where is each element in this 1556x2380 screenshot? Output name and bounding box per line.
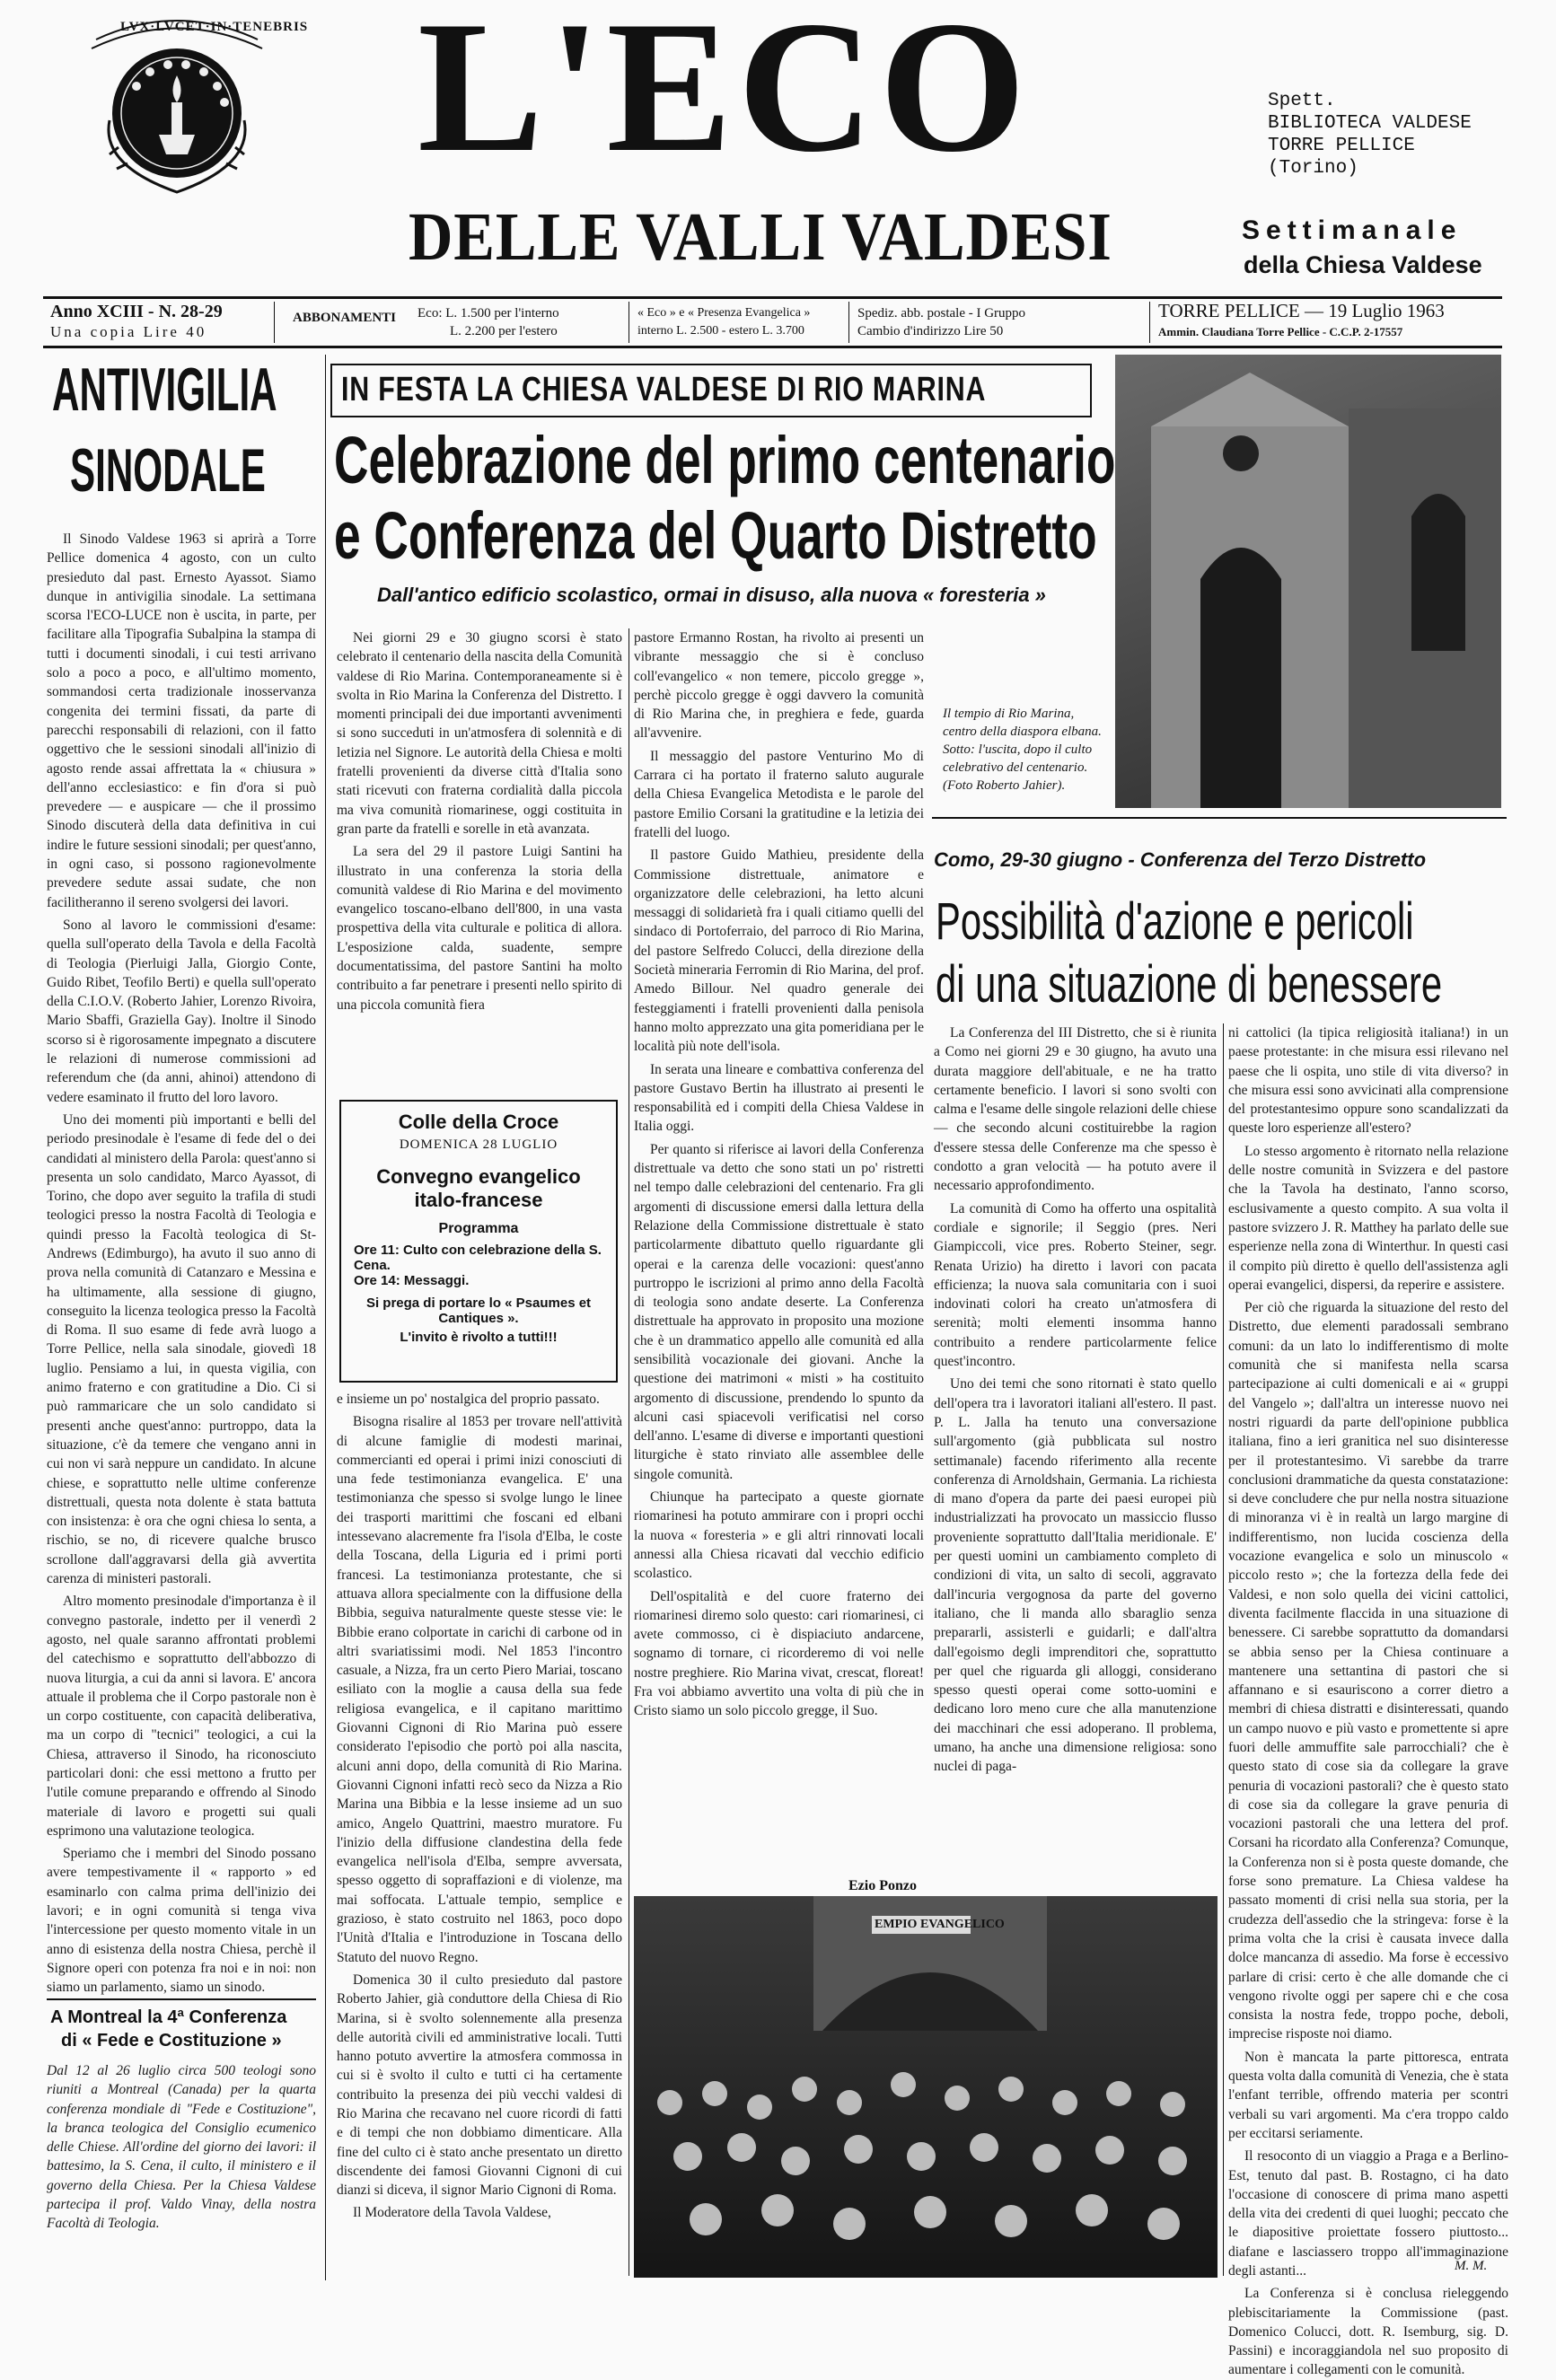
paragraph: Lo stesso argomento è ritornato nella relazione delle nostre comunità in Svizzera e del pastore che la Tavola ha destinato, l'anno scorso, esclusivamente a questo compito. A sua volta il pastore svizzero J. R. Matthey ha parlato delle sue esperienze nella zona di Winterthur. In questi casi il compito più diretto è quello dell'assistenza agli operai evangelici, dispersi, da reperire e assistere. (1228, 1143, 1508, 1293)
infobar-bottom-rule (43, 346, 1502, 348)
paragraph: Per ciò che riguarda la situazione del resto del Distretto, due elementi paradossali sembrano comuni: da un lato lo indifferentismo di molte comunità che si manifesta nella scarsa partecipazione ai culti domenicali e ai « gruppi del Vangelo »; dall'altra un interesse nuovo nei nostri riguardi da parte dell'opinione pubblica italiana, fino a ieri granitica nel suo disinteresse per il protestantesimo. Vi sarebbe da trarre conclusioni drammatiche da questa constatazione: si deve concludere che pur nella nostra situazione di minoranza vi è in realtà un largo margine di indifferentismo, non lucida coscienza della vocazione evangelica e solo un minuscolo « piccolo resto »; che la fortezza della fede dei Valdesi, e non solo quella dei vicini cattolici, diventa facilmente flaccida in una situazione di benessere. Ci sarebbe soprattutto da domandarsi se abbia senso per la Chiesa continuare a mantenere una settantina di pastori che si affannano e si esauriscono a correr dietro a membri di chiesa distratti e disinteressati, quando un campo nuovo e più vasto e promettente si apre fuori delle ammuffite sale parrocchiali? che è questo stato di cose sia da collegare la grave penuria di vocazioni pastorali? che è questo stato di cose sia da collegare la grave penuria di vocazioni pastorali che una lettera del prof. Corsani ha ricordato alla Conferenza? Comunque, la Conferenza non si è posta queste domande, che forse sono premature. La Chiesa valdese ha passato momenti di crisi nella sua storia, per la crudezza dell'assedio che la stringeva: forse è la prima volta che la crisi è causata invece dalla dolce mancanza di assedio. Ma forse è eccessivo parlare di crisi: certo è che alle domande che ci vengono rivolte oggi per sapere chi e che cosa consista la nostra fede, troppo poche, deboli, imprecise risposte noi diamo. (1228, 1300, 1508, 2042)
paragraph: e insieme un po' nostalgica del proprio passato. (337, 1392, 600, 1407)
congregation-photo (634, 1896, 1218, 2278)
right-kicker: Como, 29-30 giugno - Conferenza del Terzo Distretto (934, 848, 1427, 871)
tagline-weekly: Settimanale (1242, 215, 1463, 245)
paragraph: Il resoconto di un viaggio a Praga e a Berlino-Est, tenuto dal past. B. Rostagno, ci ha dato l'occasione di conoscere di prima mano aspetti della vita dei credenti di quei luoghi; peccato che le diapositive proiettate fossero piuttosto... diafane e lasciassero troppo all'immaginazione degli astanti... (1228, 2148, 1508, 2279)
montreal-headline-2: di « Fede e Costituzione » (61, 2031, 282, 2051)
paragraph: Chiunque ha partecipato a queste giornate riomarinesi ha potuto ammirare con i propri occhi la nuova « foresteria » e gli altri rinnovati locali annessi alla Chiesa ricavati dal vecchio edificio scolastico. (634, 1489, 924, 1582)
subscriptions-label: ABBONAMENTI (293, 311, 397, 325)
postal-info (857, 304, 1025, 340)
paragraph: Nei giorni 29 e 30 giugno scorsi è stato celebrato il centenario della nascita della Comunità valdese di Rio Marina. Contemporaneamente si è svolta in Rio Marina la Conferenza del Distretto. I momenti principali dei due importanti avvenimenti si sono succeduti in un'atmosfera di solennità e di letizia nel Signore. Le autorità della Chiesa e molti fratelli provenienti da diverse città d'Italia sono stati ricevuti con fraterna cordialità dalla piccola ma viva comunità riomarinese, oggi costituita in gran parte da fratelli e sorelle in età avanzata. (337, 630, 622, 837)
infobar-divider (274, 302, 275, 343)
infobar-divider (848, 302, 849, 343)
postal-info-line: Spediz. abb. postale - I Gruppo (857, 306, 1026, 321)
emblem (74, 13, 309, 206)
left-headline-2: SINODALE (70, 436, 266, 505)
eco-rates-line: L. 2.200 per l'estero (450, 324, 558, 338)
infobar-top-rule (43, 296, 1502, 299)
paragraph: La sera del 29 il pastore Luigi Santini ha illustrato in una conferenza la storia della comunità valdese di Rio Marina e del movimento evangelico toscano-elbano dell'800, in una vasta prospettiva della vita culturale e politica di allora. L'esposizione calda, suadente, sempre documentatissima, del pastore Santini ha molto contribuito a far penetrare i presenti nello spirito di una piccola comunità fiera (337, 844, 622, 1013)
copy-price: Una copia Lire 40 (50, 323, 207, 340)
infobar-divider (1149, 302, 1150, 343)
montreal-body: Dal 12 al 26 luglio circa 500 teologi sono riuniti a Montreal (Canada) per la quarta conferenza mondiale di "Fede e Costituzione", la branca teologica del Consiglio ecumenico delle Chiese. All'ordine del giorno dei lavori: il battesimo, la S. Cena, il culto, il ministero e il governo della Chiesa. Per la Chiesa Valdese partecipa il prof. Valdo Vinay, della nostra Facoltà di Teologia. (47, 2063, 316, 2232)
church-photo (1115, 355, 1501, 808)
byline: Ezio Ponzo (848, 1878, 917, 1893)
main-col1-body (337, 628, 622, 1091)
paragraph: Non è mancata la parte pittoresca, entrata questa volta dalla comunità di Venezia, che è stata l'enfant terrible, offrendo materia per scontri verbali su vari argomenti. Ma c'era troppo caldo per eccitarsi seriamente. (1228, 2049, 1508, 2141)
admin-info: Ammin. Claudiana Torre Pellice - C.C.P. 2-17557 (1158, 325, 1403, 338)
paragraph: Il messaggio del pastore Venturino Mo di Carrara ci ha portato il fraterno saluto augurale della Chiesa Evangelica Metodista e le parole del pastore Emilio Corsani la gratitudine e la letizia dei fratelli del luogo. (634, 748, 924, 840)
notice-event-1: Convegno evangelico (376, 1165, 581, 1188)
main-headline-2: e Conferenza del Quarto Distretto (334, 498, 1097, 573)
paragraph: Dell'ospitalità e del cuore fraterno dei riomarinesi diremo solo questo: cari riomarinesi, ci avete commosso, ci è dispiaciuto andarcene, sognamo di tornare, ci ricorderemo di voi nelle nostre preghiere. Rio Marina vivat, crescat, floreat! Fra voi abbiamo avvertito una volta di più che in Cristo siamo un solo piccolo gregge, il Suo. (634, 1588, 924, 1719)
main-kicker: IN FESTA LA CHIESA VALDESE DI RIO MARINA (341, 371, 987, 408)
notice-event-2: italo-francese (414, 1189, 543, 1211)
notice-item-1: Ore 11: Culto con celebrazione della S. Cena. (354, 1243, 602, 1273)
place-date: TORRE PELLICE — 19 Luglio 1963 (1158, 300, 1445, 321)
address-line: BIBLIOTECA VALDESE (1268, 113, 1472, 134)
newspaper-subtitle: DELLE VALLI VALDESI (409, 199, 1112, 275)
combo-rates (637, 304, 810, 340)
address-label (1268, 90, 1472, 180)
congregation-photo-image (634, 1896, 1218, 2278)
montreal-headline-1: A Montreal la 4ª Conferenza (50, 2007, 287, 2027)
photo-caption: Il tempio di Rio Marina, centro della diaspora elbana. Sotto: l'uscita, dopo il culto celebrativo del centenario. (Foto Roberto Jahier). (943, 707, 1102, 793)
right-headline-1: Possibilità d'azione e pericoli (936, 892, 1414, 951)
notice-date: DOMENICA 28 LUGLIO (399, 1137, 558, 1152)
notice-invite: L'invito è rivolto a tutti!!! (400, 1330, 558, 1345)
paragraph: Il Sinodo Valdese 1963 si aprirà a Torre Pellice domenica 4 agosto, con un culto presieduto dal past. Ernesto Ayassot. Siamo dunque in antivigilia sinodale. La settimana scorsa l'ECO-LUCE non è uscita, in parte, per facilitare alla Tipografia Subalpina la stampa di tutti i documenti sinodali, i cui testi arrivano solo a poco a poco, e all'ultimo momento, sommandosi certa tradizionale inosservanza congenita dei termini fissati, da parte di parecchi responsabili di relazioni, con il fatto oggettivo che le sessioni sinodali all'inizio di agosto rende assai affrettata la « chiusura » dell'anno ecclesiastico: e fin d'ora si può prevedere — e auspicare — che il prossimo Sinodo discuterà della data definitiva in cui indire le future sessioni sinodali; per quest'anno, in ogni caso, si possono ragionevolmente prevedere sedute assai sudate, che non facilitheranno il sereno svolgersi dei lavori. (47, 531, 316, 910)
left-headline-1: ANTIVIGILIA (52, 356, 277, 424)
paragraph: Per quanto si riferisce ai lavori della Conferenza distrettuale va detto che sono stati un po' ristretti nel tempo dalle celebrazioni del centenario. Fra gli argomenti di discussione emersi dalla lettura della Relazione della Commissione distrettuale è stato particolarmente dibattuto quello riguardante gli operai e la carenza delle vocazioni: quest'anno purtroppo le iscrizioni al primo anno della Facoltà di teologia sono andate deserte. La Conferenza distrettuale ha approvato in proposito una mozione che è un drammatico appello alle comunità ed alla sensibilità vocazionale dei giovani. Anche la questione dei matrimoni « misti » ha costituito argomento di discussione, prendendo lo spunto da alcuni casi spiacevoli verificatisi nel corso dell'anno. L'esame di diverse e importanti questioni liturgiche è stato rinviato alle assemblee delle singole comunità. (634, 1141, 924, 1482)
paragraph: Il pastore Guido Mathieu, presidente della Commissione distrettuale, animatore e organizzatore delle celebrazioni, ha letto alcuni messaggi di solidarietà fra i quali citiamo quelli del sindaco di Portoferraio, del parroco di Rio Marina, del pastore Selfredo Colucci, della direzione della Società mineraria Ferromin di Rio Marina, del prof. Amedo Billour. Nel quadro generale dei festeggiamenti i fratelli provenienti dalla penisola hanno molto apprezzato una gita pomeridiana per le località più note dell'isola. (634, 847, 924, 1055)
paragraph: La Conferenza si è conclusa rieleggendo plebiscitariamente la Commissione (past. Domenico Colucci, dott. R. Isemburg, sig. D. Passini) e incoraggiandola nel suo proposito di aumentare i collegamenti con le comunità. (1228, 2286, 1508, 2378)
notice-title: Colle della Croce (398, 1111, 559, 1133)
main-kicker-box (330, 364, 1092, 417)
newspaper-title: L'ECO (418, 0, 1032, 191)
main-deck: Dall'antico edificio scolastico, ormai in disuso, alla nuova « foresteria » (377, 584, 1046, 606)
paragraph: Altro momento presinodale d'importanza è il convegno pastorale, indetto per il venerdì 2 agosto, nel quale saranno affrontati problemi del catechismo e soprattutto dell'abbozzo di nuova liturgia, a cui da anni si lavora. E' ancora attuale il problema che il Corpo pastorale non è un corpo costituente, con capacità deliberativa, ma un corpo di "tecnici" teologici, a cui la Chiesa, attraverso il Sinodo, ha riconosciuto particolari doni: che essi mettono a frutto per l'utile comune preparando e offrendo al Sinodo materiale di lavoro e progetti sui quali esprimono una valutazione teologica. (47, 1594, 316, 1839)
main-col1-continued (337, 1390, 622, 2279)
address-line: (Torino) (1268, 158, 1358, 179)
eco-rates-line: Eco: L. 1.500 per l'interno (418, 306, 559, 321)
combo-rates-line: interno L. 2.500 - estero L. 3.700 (637, 324, 804, 338)
column-divider (1223, 1023, 1224, 2276)
right-headline-2: di una situazione di benessere (936, 955, 1443, 1014)
tagline-church: della Chiesa Valdese (1244, 251, 1482, 278)
paragraph: Speriamo che i membri del Sinodo possano avere tempestivamente il « rapporto » ed esaminarlo con calma prima dell'inizio dei lavori; e in ogni comunità si tenga viva l'intercessione per questo momento vitale in un anno di esistenza della nostra Chiesa, perchè il Signore operi con potenza fra noi e in noi: non siamo un parlamento, siamo un sinodo. (47, 1846, 316, 1996)
paragraph: Il Moderatore della Tavola Valdese, (353, 2205, 551, 2221)
issue-number: Anno XCIII - N. 28-29 (50, 302, 223, 321)
right-article-rule (932, 817, 1507, 819)
paragraph: Sono al lavoro le commissioni d'esame: quella sull'operato della Tavola e della Facoltà di Teologia (Pierluigi Jalla, Giorgio Conte, Guido Ribet, Teofilo Berti) e quella sull'operato della C.I.O.V. (Roberto Jahier, Lorenzo Rivoira, Mario Sbaffi, Graziella Gay). Inoltre il Sinodo scorso si è rigorosamente impegnato a discutere le relazioni di numerose commissioni ad referendum che (da anni, ahinoi) attendono di vedere esaminato il frutto del loro lavoro. (47, 917, 316, 1105)
main-headline-1: Celebrazione del primo centenario (334, 423, 1116, 497)
church-sign: EMPIO EVANGELICO (875, 1918, 1005, 1931)
eco-rates (418, 304, 559, 340)
paragraph: ni cattolici (la tipica religiosità italiana!) in un paese protestante: in che misura essi rilevano nel paese che li ospita, uno stile di vita diverso? in che misura essi sono avvicinati alla comprensione del protestantesimo oppure sono scandalizzati da queste loro esperienze all'estero? (1228, 1025, 1508, 1137)
paragraph: Uno dei momenti più importanti e belli del periodo presinodale è l'esame di fede del o dei candidati al ministero della Parola: quest'anno si presenta un solo candidato, Marco Ayassot, di Torino, che dopo aver seguito la trafila di studi teologici presso la nostra Facoltà di Teologia e quindi presso la Facoltà teologica di St-Andrews (Edimburgo), ha avuto il suo anno di prova nella comunità di Catanzaro e Messina e ha ultimamente, alla sessione di giugno, conseguito la licenza teologica presso la Facoltà di Roma. Il suo esame di fede avrà luogo a Torre Pellice, nella sala sinodale, giovedì 18 luglio. Pensiamo a lui, in questa vigilia, con animo fraterno e con gratitudine a Dio. Ci si può rammaricare che un solo candidato si presenti anche quest'anno: purtroppo, data la situazione, c'è da temere che vengano anni in cui non vi sarà neppure un candidato. In alcune chiese, e soprattutto nelle ultime conferenze distrettuali, questa nota dolente è stata battuta con insistenza: è ora che ogni chiesa lo senta, a rischio, se no, di ricevere qualche brusco scrollone dall'aggravarsi della già avvertita carenza di ministeri pastorali. (47, 1111, 316, 1587)
column-divider (325, 355, 326, 2280)
notice-item-2: Ore 14: Messaggi. (354, 1273, 470, 1288)
colle-della-croce-box (339, 1100, 618, 1383)
main-col2-body (634, 628, 924, 1876)
address-line: Spett. (1268, 91, 1336, 111)
paragraph: La Conferenza del III Distretto, che si è riunita a Como nei giorni 29 e 30 giugno, ha avuto una durata maggiore dell'abituale, e ne ha tratto certamente beneficio. I lavori si sono svolti con calma e l'esame delle singole relazioni delle chiese — che secondo alcuni costituirebbe la ragion d'essere stessa delle Conferenze ma che spesso è condotto a gran velocità — ha potuto avere il necessario approfondimento. (934, 1025, 1217, 1194)
paragraph: In serata una lineare e combattiva conferenza del pastore Gustavo Bertin ha illustrato ai presenti le responsabilità ed i compiti della Chiesa Valdese in Italia oggi. (634, 1061, 924, 1135)
paragraph: Uno dei temi che sono ritornati è stato quello dell'opera tra i lavoratori italiani all'estero. Il past. P. L. Jalla ha tenuto una conversazione sull'argomento (già pubblicata sul nostro settimanale) facendo riferimento alla recente conferenza di Arnoldshain, Germania. La richiesta di mano d'opera da parte dei paesi europei più industrializzati ha provocato un massiccio flusso proveniente soprattutto dall'Italia meridionale. E' per questi uomini un cambiamento completo di condizioni di vita, un salto di secoli, aggravato dall'incuria vergognosa da parte del governo italiano, che li manda allo sbaraglio senza prepararli, assisterli e guidarli; e dall'altra dall'egoismo degli imprenditori che, soprattutto per quel che riguarda gli alloggi, considerano spesso questi operai come sotto-uomini e dedicano loro meno cure che alla manutenzione dei macchinari che essi adoperano. Il problema, umano, ha anche una dimensione religiosa: sono nuclei di paga- (934, 1376, 1217, 1775)
notice-program-label: Programma (438, 1221, 519, 1236)
postal-info-line: Cambio d'indirizzo Lire 50 (857, 324, 1004, 338)
paragraph: Domenica 30 il culto presieduto dal pastore Roberto Jahier, già conduttore della Chiesa di Rio Marina, si è svolto solennemente alla presenza delle autorità civili ed amministrative locali. Tutti hanno potuto avvertire la atmosfera commossa in cui si è svolto il culto e tutti ci ha certamente contribuito la presenza dei più vecchi valdesi di Rio Marina che recavano nel cuore ricordi di fatti e di tempi che non dobbiamo dimenticare. Alla fine del culto ci è stato anche presentato un diretto discendente dei famosi Giovanni Cignoni di cui dianzi si diceva, il signor Mario Cignoni di Roma. (337, 1972, 622, 2199)
signature: M. M. (1455, 2259, 1488, 2273)
emblem-motto: LVX·LVCET·IN·TENEBRIS (120, 20, 309, 34)
combo-rates-line: « Eco » e « Presenza Evangelica » (637, 306, 811, 320)
left-section-rule (47, 1998, 316, 2000)
address-line: TORRE PELLICE (1268, 136, 1415, 156)
paragraph: La comunità di Como ha offerto una ospitalità cordiale e signorile; il Seggio (pres. Neri Giampiccoli, vice pres. Roberto Steiner, segr. Renata Urizio) ha diretto i lavori con pacata efficienza; la nuova sala comunitaria con i suoi indovinati colori ha creato un'atmosfera di serenità; molti elementi insomma hanno contribuito a rendere particolarmente felice quest'incontro. (934, 1200, 1217, 1370)
torch-emblem-icon (74, 13, 280, 206)
right-col2-body (1228, 1023, 1508, 2378)
right-col1-body (934, 1023, 1217, 1885)
left-article-body (47, 530, 316, 1996)
notice-note: Si prega di portare lo « Psaumes et Cantiques ». (365, 1295, 592, 1326)
paragraph: pastore Ermanno Rostan, ha rivolto ai presenti un vibrante messaggio che si è concluso coll'evangelico « non temere, piccolo gregge », perchè piccolo gregge è oggi davvero la comunità di Rio Marina che, in preghiera e fede, guarda all'avvenire. (634, 630, 924, 742)
paragraph: Bisogna risalire al 1853 per trovare nell'attività di alcune famiglie di modesti marinai, commercianti ed operai i primi inizi conosciuti di una fede testimonianza evangelica. E' una testimonianza che spesso si svolge lungo le linee dei trasporti marittimi che foscani ed elbani intessevano alacremente fra l'isola d'Elba, le coste della Toscana, della Liguria ed i primi porti francesi. La testimonianza protestante, che si attuava allora specialmente con la diffusione della Bibbia, seguiva naturalmente queste stesse vie: le Bibbie erano colportate in carichi di carbone od in altri svariatissimi modi. Nel 1853 l'incontro casuale, a Nizza, fra un certo Piero Mariai, toscano esiliato con la moglie a causa della sua fede religiosa evangelica, e il capitano marittimo Giovanni Cignoni di Rio Marina può essere considerato l'episodio che portò poi alla nascita, alcuni anni dopo, della comunità di Rio Marina. Giovanni Cignoni infatti recò seco da Nizza a Rio Marina una Bibbia e la lesse insieme ad un suo amico, Angelo Quattrini, maestro muratore. Fu l'inizio della diffusione clandestina della fede evangelica nell'isola d'Elba, sempre avversata, spesso oggetto di sopraffazioni e di violenze, ma mai soffocata. L'attuale tempio, semplice e grazioso, è stato costruito nel 1863, poco dopo l'Unità d'Italia e l'introduzione in Toscana dello Statuto del nuovo Regno. (337, 1414, 622, 1965)
church-building-image (1115, 355, 1501, 808)
